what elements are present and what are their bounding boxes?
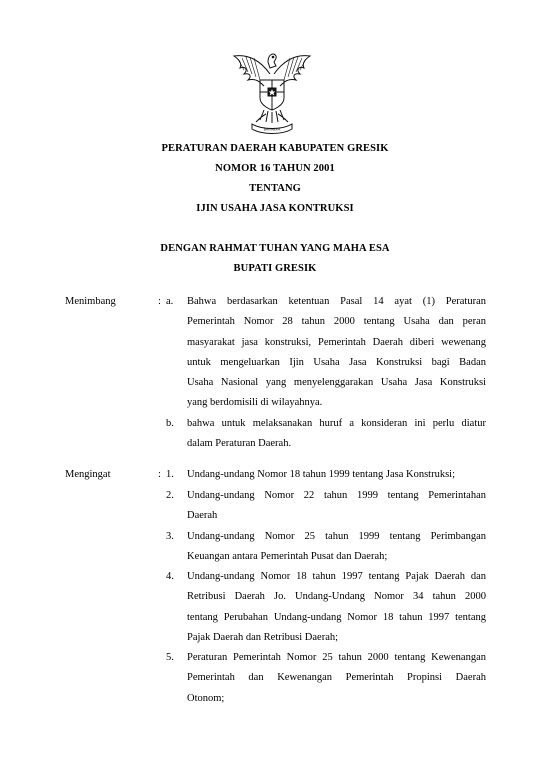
svg-text:BHINNEKA: BHINNEKA: [263, 127, 281, 132]
item-body: [187, 527, 486, 568]
menimbang-label: Menimbang: [65, 296, 116, 307]
item-body: [187, 414, 486, 455]
mengingat-colon: :: [158, 469, 161, 480]
text-line: Keuangan antara Pemerintah Pusat dan Daerah;: [187, 551, 388, 563]
text-line: Undang-undang Nomor 22 tahun 1999 tentang Pemerintahan: [187, 490, 486, 501]
text-line: bahwa untuk melaksanakan huruf a konsideran ini perlu diatur: [187, 418, 486, 429]
item-mark: b.: [166, 418, 174, 429]
preamble-line: DENGAN RAHMAT TUHAN YANG MAHA ESA: [160, 243, 390, 254]
text-line: Pajak Daerah dan Retribusi Daerah;: [187, 631, 339, 643]
text-line: Usaha Nasional yang menyelenggarakan Usaha Jasa Konstruksi: [187, 377, 486, 389]
text-line: dalam Peraturan Daerah.: [187, 438, 292, 450]
text-line: Otonom;: [187, 692, 225, 704]
item-body: [187, 648, 486, 709]
text-line: Retribusi Daerah Jo. Undang-Undang Nomor 34 tahun 2000: [187, 591, 486, 603]
text-line: tentang Perubahan Undang-undang Nomor 18 tahun 1997 tentang: [187, 611, 486, 623]
item-body: [187, 292, 486, 414]
item-mark: 5.: [166, 652, 174, 663]
text-line: masyarakat jasa konstruksi, Pemerintah Daerah diberi wewenang: [187, 336, 486, 348]
text-line: Undang-undang Nomor 18 tahun 1999 tentang Jasa Konstruksi;: [187, 469, 456, 480]
item-mark: 2.: [166, 490, 174, 501]
menimbang-colon: :: [158, 296, 161, 307]
issuer-title: BUPATI GRESIK: [233, 263, 317, 274]
text-line: Pemerintah Nomor 28 tahun 2000 tentang Usaha dan peran: [187, 316, 486, 328]
item-mark: 1.: [166, 469, 174, 480]
item-mark: 4.: [166, 571, 174, 582]
regulation-subject: IJIN USAHA JASA KONTRUKSI: [196, 203, 354, 214]
regulation-title: PERATURAN DAERAH KABUPATEN GRESIK: [161, 143, 389, 154]
regulation-tentang: TENTANG: [249, 183, 301, 194]
text-line: Undang-undang Nomor 25 tahun 1999 tentang Perimbangan: [187, 531, 486, 542]
mengingat-label: Mengingat: [65, 469, 111, 480]
item-body: [187, 486, 486, 527]
text-line: Bahwa berdasarkan ketentuan Pasal 14 ayat (1) Peraturan: [187, 296, 486, 307]
text-line: Daerah: [187, 510, 218, 522]
item-body: [187, 465, 486, 485]
text-line: Pemerintah dan Kewenangan Pemerintah Propinsi Daerah: [187, 672, 486, 684]
garuda-pancasila-emblem-icon: [230, 40, 314, 136]
text-line: Peraturan Pemerintah Nomor 25 tahun 2000 tentang Kewenangan: [187, 652, 486, 663]
item-body: [187, 567, 486, 648]
text-line: untuk mengeluarkan Ijin Usaha Jasa Konstruksi bagi Badan: [187, 356, 486, 368]
text-line: yang berdomisili di wilayahnya.: [187, 397, 323, 409]
item-mark: 3.: [166, 531, 174, 542]
text-line: Undang-undang Nomor 18 tahun 1997 tentang Pajak Daerah dan: [187, 571, 486, 582]
item-mark: a.: [166, 296, 174, 307]
regulation-number: NOMOR 16 TAHUN 2001: [215, 163, 335, 174]
